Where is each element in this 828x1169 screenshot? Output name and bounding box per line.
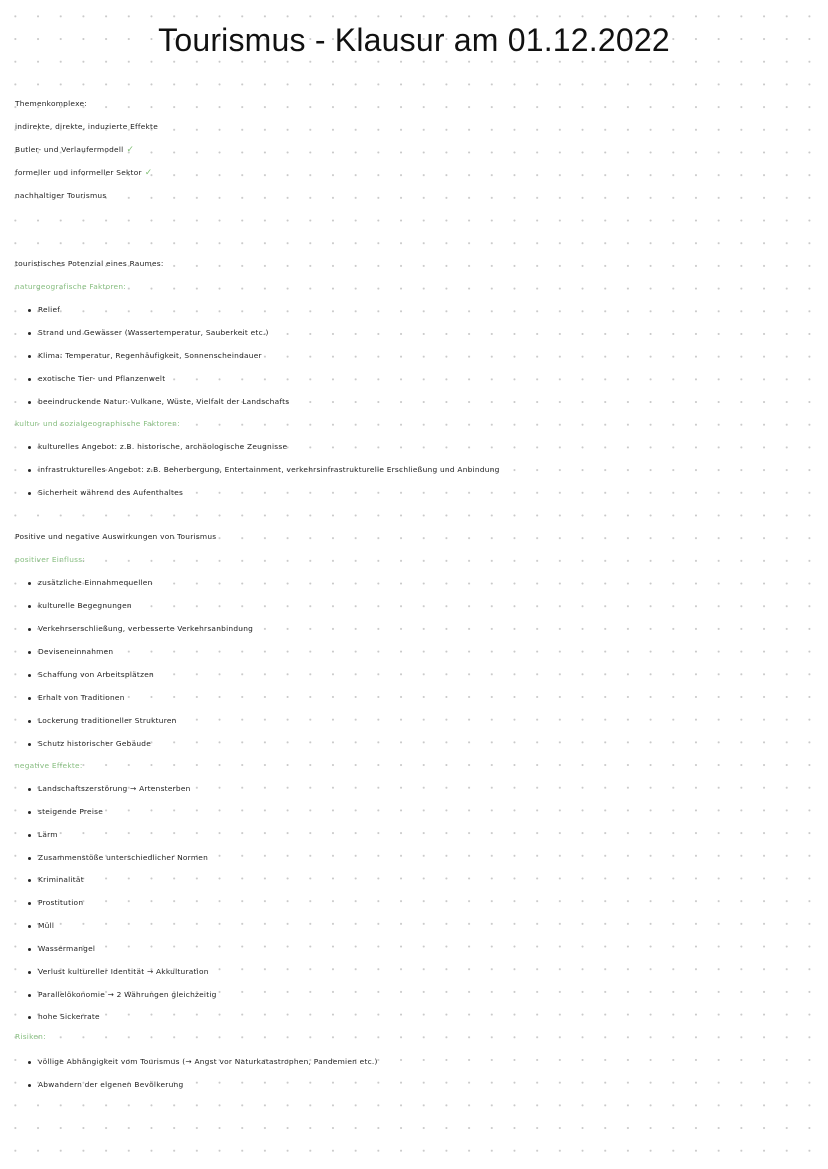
topic-text: formeller und informeller Sektor	[15, 168, 142, 177]
list-item: Prostitution	[38, 898, 84, 907]
bullet-icon	[28, 469, 31, 472]
bullet-icon	[28, 743, 31, 746]
bullet-icon	[28, 355, 31, 358]
list-item: Relief	[38, 305, 61, 314]
bullet-icon	[28, 332, 31, 335]
positive-subheading: positiver Einfluss:	[15, 555, 86, 564]
topic-item	[15, 168, 153, 178]
checkmark-icon: ✓	[144, 168, 153, 178]
bullet-icon	[28, 902, 31, 905]
list-item: kulturelles Angebot: z.B. historische, archäologische Zeugnisse	[38, 442, 288, 451]
list-item: Verlust kultureller Identität → Akkulturation	[38, 967, 209, 976]
bullet-icon	[28, 674, 31, 677]
list-item: Schaffung von Arbeitsplätzen	[38, 670, 154, 679]
bullet-icon	[28, 1016, 31, 1019]
bullet-icon	[28, 948, 31, 951]
bullet-icon	[28, 628, 31, 631]
list-item: zusätzliche Einnahmequellen	[38, 578, 153, 587]
kultur-subheading: kultur- und sozialgeographische Faktoren:	[15, 419, 180, 428]
bullet-icon	[28, 401, 31, 404]
topic-item	[15, 145, 134, 155]
effects-heading: Positive und negative Auswirkungen von Tourismus	[15, 532, 217, 541]
list-item: Sicherheit während des Aufenthaltes	[38, 488, 184, 497]
list-item: beeindruckende Natur: Vulkane, Wüste, Vielfalt der Landschafts	[38, 397, 290, 406]
list-item: Müll	[38, 921, 55, 930]
list-item: Zusammenstöße unterschiedlicher Normen	[38, 853, 208, 862]
bullet-icon	[28, 651, 31, 654]
bullet-icon	[28, 378, 31, 381]
list-item: infrastrukturelles Angebot: z.B. Beherbergung, Entertainment, verkehrsinfrastrukturelle Erschließung und Anbindung	[38, 465, 500, 474]
bullet-icon	[28, 446, 31, 449]
list-item: kulturelle Begegnungen	[38, 601, 132, 610]
topics-heading: Themenkomplexe:	[15, 99, 88, 108]
negative-subheading: negative Effekte:	[15, 761, 83, 770]
list-item: Klima: Temperatur, Regenhäufigkeit, Sonnenscheindauer	[38, 351, 262, 360]
list-item: Erhalt von Traditionen	[38, 693, 125, 702]
topic-text: Butler- und Verlaufermodell	[15, 145, 124, 154]
list-item: Verkehrserschließung, verbesserte Verkehrsanbindung	[38, 624, 254, 633]
bullet-icon	[28, 1084, 31, 1087]
list-item: Lockerung traditioneller Strukturen	[38, 716, 177, 725]
list-item: Lärm	[38, 830, 58, 839]
list-item: Wassermangel	[38, 944, 96, 953]
list-item: Schutz historischer Gebäude	[38, 739, 152, 748]
topic-item	[15, 191, 106, 201]
bullet-icon	[28, 994, 31, 997]
bullet-icon	[28, 879, 31, 882]
bullet-icon	[28, 720, 31, 723]
bullet-icon	[28, 971, 31, 974]
bullet-icon	[28, 582, 31, 585]
bullet-icon	[28, 309, 31, 312]
checkmark-icon: ✓	[126, 145, 135, 155]
list-item: Kriminalität	[38, 875, 84, 884]
bullet-icon	[28, 925, 31, 928]
list-item: hohe Sickerrate	[38, 1012, 100, 1021]
list-item: exotische Tier- und Pflanzenwelt	[38, 374, 166, 383]
list-item: völlige Abhängigkeit vom Tourismus (→ Angst vor Naturkatastrophen, Pandemien etc.)	[38, 1057, 378, 1066]
bullet-icon	[28, 811, 31, 814]
bullet-icon	[28, 834, 31, 837]
list-item: Abwandern der eigenen Bevölkerung	[38, 1080, 184, 1089]
list-item: Landschaftszerstörung → Artensterben	[38, 784, 191, 793]
bullet-icon	[28, 1061, 31, 1064]
potential-heading: touristisches Potenzial eines Raumes:	[15, 259, 164, 268]
natur-subheading: naturgeografische Faktoren:	[15, 282, 127, 291]
bullet-icon	[28, 492, 31, 495]
bullet-icon	[28, 605, 31, 608]
risks-subheading: Risiken:	[15, 1032, 46, 1041]
page-title: Tourismus - Klausur am 01.12.2022	[158, 22, 670, 58]
topic-text: indirekte, direkte, induzierte Effekte	[15, 122, 158, 131]
list-item: Parallelökonomie → 2 Währungen gleichzeitig	[38, 990, 217, 999]
list-item: Deviseneinnahmen	[38, 647, 114, 656]
list-item: steigende Preise	[38, 807, 104, 816]
bullet-icon	[28, 697, 31, 700]
bullet-icon	[28, 857, 31, 860]
list-item: Strand und Gewässer (Wassertemperatur, Sauberkeit etc.)	[38, 328, 269, 337]
bullet-icon	[28, 788, 31, 791]
topic-text: nachhaltiger Tourismus	[15, 191, 107, 200]
topic-item	[15, 122, 158, 132]
